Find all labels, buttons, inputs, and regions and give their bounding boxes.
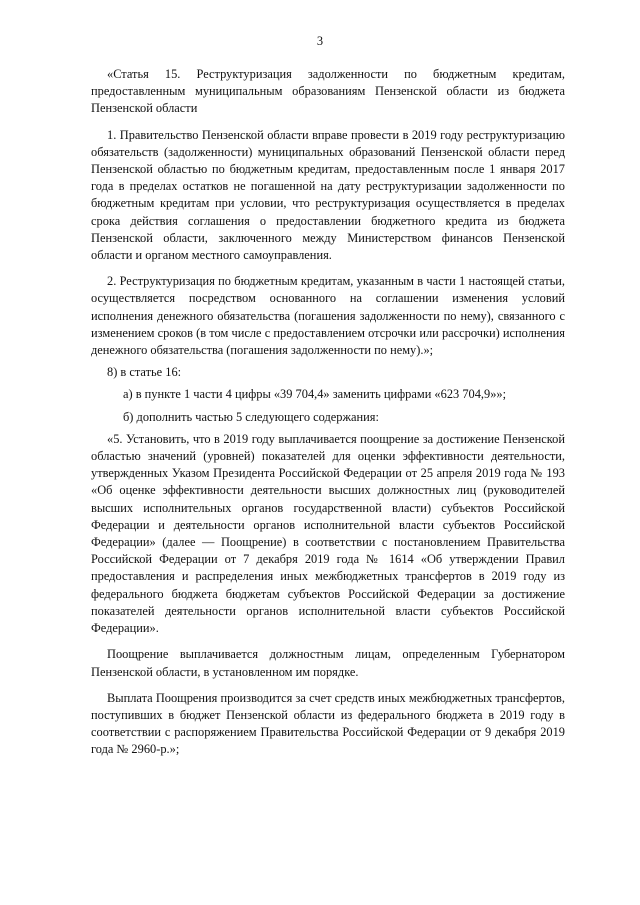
document-body bbox=[91, 66, 565, 759]
page-number: 3 bbox=[316, 34, 324, 48]
article-15-part-1: 1. Правительство Пензенской области вправе провести в 2019 году реструктуризацию обязательств (задолженности) муниципальных образований Пензенской области перед Пензенской областью по бюджетным кредитам, предоставленным после 1 января 2017 года в пределах остатков не погашенной на дату реструктуризации задолженности по бюджетным кредитам при условии, что реструктуризация осуществляется в пределах срока действия соглашения о предоставлении бюджетного кредита из бюджета Пензенской области, заключенного между Министерством финансов Пензенской области и органом местного самоуправления. bbox=[91, 127, 565, 263]
reward-funding-paragraph: Выплата Поощрения производится за счет средств иных межбюджетных трансфертов, поступивших в бюджет Пензенской области из федерального бюджета в 2019 году в соответствии с распоряжением Правительства Российской Федерации от 9 декабря 2019 года № 2960-р.»; bbox=[91, 690, 565, 757]
item-8-heading: 8) в статье 16: bbox=[107, 365, 182, 380]
article-15-heading: «Статья 15. Реструктуризация задолженности по бюджетным кредитам, предоставленным муниципальным образованиям Пензенской области из бюджета Пензенской области bbox=[91, 67, 565, 116]
reward-recipients-paragraph: Поощрение выплачивается должностным лицам, определенным Губернатором Пензенской области, в установленном им порядке. bbox=[91, 647, 565, 679]
item-8-subitem-a: а) в пункте 1 части 4 цифры «39 704,4» заменить цифрами «623 704,9»»; bbox=[123, 387, 507, 402]
article-15-part-2: 2. Реструктуризация по бюджетным кредитам, указанным в части 1 настоящей статьи, осуществляется посредством основанного на соглашении изменения условий исполнения денежного обязательства (погашения задолженности по нему), связанного с изменением сроков (в том числе с предоставлением отсрочки или рассрочки) исполнения денежного обязательства (погашения задолженности по нему).»; bbox=[91, 274, 565, 358]
item-8-subitem-b: б) дополнить частью 5 следующего содержания: bbox=[123, 409, 379, 424]
article-16-part-5: «5. Установить, что в 2019 году выплачивается поощрение за достижение Пензенской областью значений (уровней) показателей для оценки эффективности деятельности, утвержденных Указом Президента Российской Федерации от 25 апреля 2019 года № 193 «Об оценке эффективности деятельности высших должностных лиц (руководителей высших исполнительных органов государственной власти) субъектов Российской Федерации и деятельности органов исполнительной власти субъектов Российской Федерации» (далее — Поощрение) в соответствии с постановлением Правительства Российской Федерации от 7 декабря 2019 года № 1614 «Об утверждении Правил предоставления и распределения иных межбюджетных трансфертов в 2019 году из федерального бюджета бюджетам субъектов Российской Федерации за достижение показателей деятельности органов исполнительной власти субъектов Российской Федерации». bbox=[91, 431, 565, 636]
